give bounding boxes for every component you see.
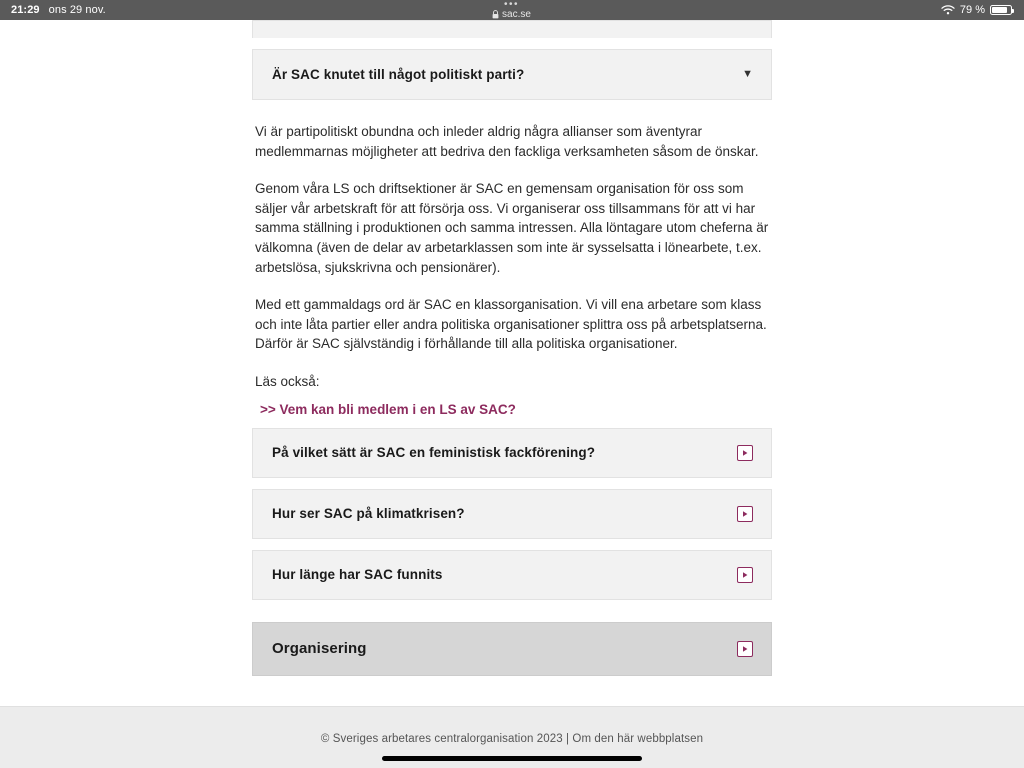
browser-page: [0, 20, 1024, 768]
read-also-link-row[interactable]: [253, 402, 771, 417]
accordion-item-politiskt-parti[interactable]: [252, 49, 772, 100]
address-bar-readout: [492, 9, 531, 20]
read-also-label: Läs också:: [255, 373, 320, 389]
accordion-item-klimatkrisen[interactable]: [252, 489, 772, 539]
paragraph: Vi är partipolitiskt obundna och inleder aldrig några allianser som äventyrar medlemmarnas möjligheter att bedriva den fackliga verksamheten såsom de önskar.: [255, 124, 759, 159]
status-time: 21:29: [11, 4, 40, 16]
paragraph: Med ett gammaldags ord är SAC en klassorganisation. Vi vill ena arbetare som klass och inte låta partier eller andra politiska organisationer splittra oss på arbetsplatserna. Därför är SAC självständig i förhållande till alla politiska organisationer.: [255, 297, 767, 352]
section-organisering[interactable]: [252, 622, 772, 676]
status-bar-center: [221, 1, 802, 20]
tab-overview-dots-icon: •••: [503, 0, 519, 10]
battery-percent: 79 %: [959, 4, 985, 16]
play-icon[interactable]: [737, 506, 753, 522]
ios-status-bar: [0, 0, 1024, 20]
previous-accordion-stub: [252, 20, 772, 38]
wifi-icon: [941, 5, 955, 15]
accordion-title: Hur länge har SAC funnits: [272, 567, 443, 583]
page-url: sac.se: [502, 8, 531, 20]
chevron-down-icon[interactable]: ▼: [742, 68, 753, 80]
footer-text[interactable]: © Sveriges arbetares centralorganisation 2023 | Om den här webbplatsen: [320, 733, 704, 745]
lock-icon: [492, 10, 499, 19]
accordion-item-hur-lange-har-sac-funnits[interactable]: [252, 550, 772, 600]
play-icon[interactable]: [737, 445, 753, 461]
status-date: ons 29 nov.: [48, 4, 106, 16]
play-icon[interactable]: [737, 641, 753, 657]
accordion-item-feministisk-fackforening[interactable]: [252, 428, 772, 478]
page-content: [252, 20, 772, 676]
accordion-title: Är SAC knutet till något politiskt parti?: [272, 67, 525, 82]
play-icon[interactable]: [737, 567, 753, 583]
status-bar-right: [802, 4, 1024, 16]
status-bar-left: [0, 4, 221, 16]
link-vem-kan-bli-medlem[interactable]: >> Vem kan bli medlem i en LS av SAC?: [260, 401, 516, 417]
home-indicator[interactable]: [382, 756, 642, 761]
accordion-body: [252, 122, 772, 417]
accordion-title: Hur ser SAC på klimatkrisen?: [272, 506, 465, 522]
section-title: Organisering: [272, 640, 367, 658]
accordion-title: På vilket sätt är SAC en feministisk fackförening?: [272, 445, 596, 461]
paragraph: Genom våra LS och driftsektioner är SAC en gemensam organisation för oss som säljer vår arbetskraft för att försörja oss. Vi organiserar oss tillsammans för att vi har samma ställning i produktionen och samma intressen. Alla löntagare utom cheferna är välkomna (även de delar av arbetarklassen som inte är sysselsatta i lönearbete, t.ex. arbetslösa, sjukskrivna och pensionärer).: [255, 181, 769, 275]
battery-icon: [990, 5, 1012, 15]
